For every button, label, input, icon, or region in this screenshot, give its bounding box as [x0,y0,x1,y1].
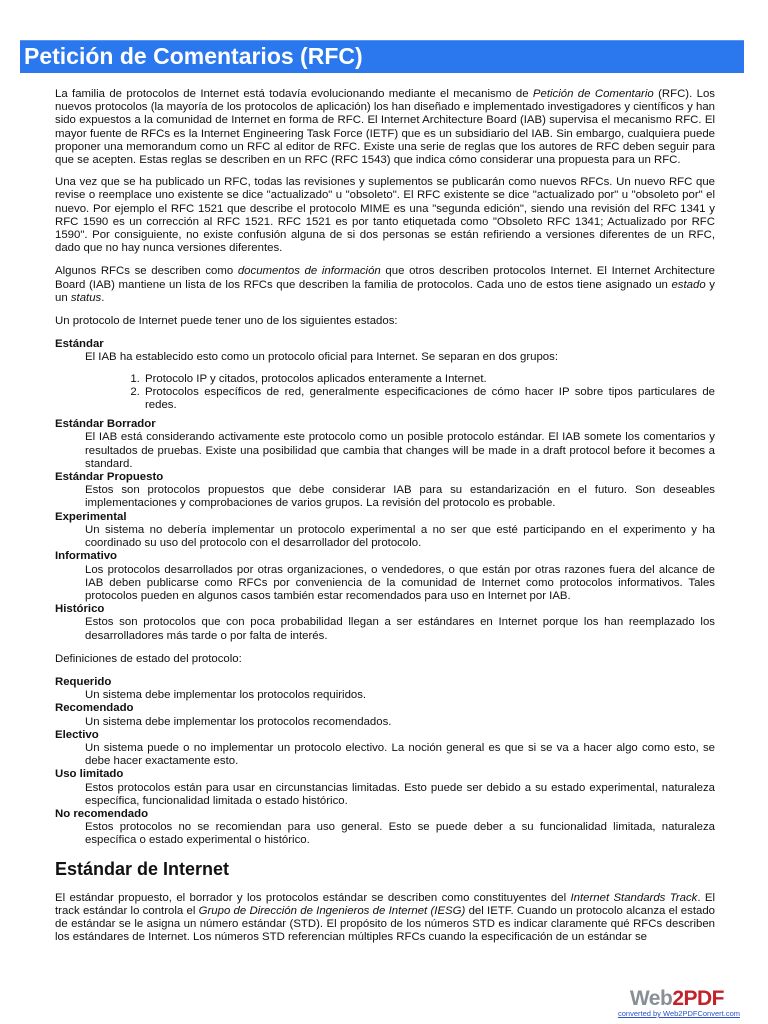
definition-term: Requerido [55,675,112,688]
emphasis-text: status [70,291,102,304]
protocol-states-list [55,338,715,642]
emphasis-text: Petición de Comentario [532,88,654,100]
definition-term: Electivo [55,728,99,741]
document-body [55,88,715,954]
definition-desc: Estos protocolos no se recomiendan para uso general. Esto se puede deber a su funcionalidad limitada, naturaleza específica o estado experimental o histórico. [85,821,715,847]
definition-term: Uso limitado [55,768,124,781]
emphasis-text: estado [671,278,706,291]
logo-text-web: Web [629,987,673,1010]
title-bar [20,40,744,73]
list-item: 2. Protocolos específicos de red, generalmente especificaciones de cómo hacer IP sobre tipos particulares de redes. [143,386,715,412]
definition-desc: Un sistema debe implementar los protocolos recomendados. [85,715,392,728]
emphasis-text: Internet Standards Track [570,891,698,904]
definition-desc: Estos protocolos están para usar en circunstancias limitadas. Esto puede ser debido a su estado experimental, naturaleza específica, funcionalidad limitada o estado histórico. [85,781,715,807]
state-desc: Estos son protocolos que con poca probabilidad llegan a ser estándares en Internet porque los han reemplazado los desarrolladores más tarde o por falta de interés. [85,616,715,642]
text-run: La familia de protocolos de Internet está todavía evolucionando mediante el mecanismo de [55,88,533,100]
web2pdf-logo [630,988,724,1010]
section-heading: Estándar de Internet [55,858,230,879]
text-run: . [101,291,105,304]
intro-paragraph-4: Un protocolo de Internet puede tener uno de los siguientes estados: [55,315,398,328]
state-term: Experimental [55,510,127,523]
converted-prefix: converted by [617,1009,664,1018]
intro-paragraph-2: Una vez que se ha publicado un RFC, todas las revisiones y suplementos se publicarán como nuevos RFCs. Un nuevo RFC que revise o reemplace uno existente se dice "actualizado" u "obsoleto". El RFC existente se dice "actualizado por" u "obsoleto por" el nuevo. Por ejemplo el RFC 1521 que describe el protocolo MIME es una "segunda edición", siendo una revisión del RFC 1341 y RFC 1590 es un corrección al RFC 1521. RFC 1521 es por tanto etiquetada como "Obsoleto RFC 1341; Actualizado por RFC 1590". Por consiguiente, no existe confusión alguna de si dos personas se están refiriendo a versiones diferentes de un RFC, dado que no hay nunca versiones diferentes. [55,176,715,255]
state-term: Histórico [55,603,105,616]
text-run: del IETF. Cuando un protocolo alcanza el estado de estándar se le asigna un número estándar (STD). El propósito de los números STD es indicar claramente qué RFCs describen los estándares de Internet. Los números STD referencian múltiples RFCs cuando la especificación de un estándar se [55,904,715,944]
standard-groups-list [85,373,715,413]
text-run: (RFC). Los nuevos protocolos (la mayoría de los protocolos de aplicación) los han diseñado e implementado investigadores y científicos y han sido expuestos a la comunidad de Internet en forma de RFC. El Internet Architecture Board (IAB) supervisa el mecanismo RFC. El mayor fuente de RFCs es la Internet Engineering Task Force (IETF) que es un subsidiario del IAB. Sin embargo, cualquiera puede proponer una memorandum como un RFC al editor de RFC. Existe una serie de reglas que los autores de RFC deben seguir para que se acepten. Estas reglas se describen en un RFC (RFC 1543) que indica cómo considerar una propuesta para un RFC. [55,88,715,167]
state-term: Informativo [55,550,118,563]
definition-term: Recomendado [55,702,134,715]
state-desc-text: El IAB ha establecido esto como un protocolo oficial para Internet. Se separan en dos grupos: [85,351,559,364]
intro-paragraph-3 [55,265,715,305]
definition-term: No recomendado [55,807,149,820]
state-term: Estándar [55,338,104,351]
emphasis-text: Grupo de Dirección de Ingenieros de Internet (IESG) [198,904,466,917]
definition-desc: Un sistema puede o no implementar un protocolo electivo. La noción general es que si se va a hacer algo como esto, se debe hacer exactamente esto. [85,741,715,768]
status-definitions-list [55,676,715,848]
state-term: Estándar Propuesto [55,471,164,484]
emphasis-text: documentos de información [237,265,381,278]
state-desc [85,351,715,412]
text-run: El estándar propuesto, el borrador y los protocolos estándar se describen como constituyentes del [55,891,571,904]
logo-text-2pdf: 2PDF [672,987,724,1010]
state-desc: Los protocolos desarrollados por otras organizaciones, o vendedores, o que están por otras razones fuera del alcance de IAB deben publicarse como RFCs por conveniencia de la comunidad de Internet como protocolos informativos. Tales protocolos pueden en algunos casos también estar recomendados para uso en Internet por IAB. [85,563,715,602]
page-title: Petición de Comentarios (RFC) [24,43,363,69]
definitions-intro: Definiciones de estado del protocolo: [55,652,242,665]
text-run: Algunos RFCs se describen como [55,265,238,278]
list-item: 1. Protocolo IP y citados, protocolos aplicados enteramente a Internet. [143,373,715,386]
state-desc: El IAB está considerando activamente este protocolo como un posible protocolo estándar. El IAB somete los comentarios y resultados de pruebas. Existe una posibilidad que cambia that changes will be made in a draft protocol before it becomes a standard. [85,431,715,470]
converted-link-text: Web2PDFConvert.com [663,1009,740,1018]
definition-desc: Un sistema debe implementar los protocolos requiridos. [85,689,367,702]
text-run: y un [55,278,715,304]
intro-paragraph-1 [55,88,715,167]
state-term: Estándar Borrador [55,418,156,431]
text-run: que otros describen protocolos Internet. El Internet Architecture Board (IAB) mantiene un lista de los RFCs que describen la familia de protocolos. Cada uno de estos tiene asignado un [55,265,715,291]
state-desc: Un sistema no debería implementar un protocolo experimental a no ser que esté participando en el experimento y ha coordinado su uso del protocolo con el desarrollador del protocolo. [85,523,715,550]
section-paragraph [55,892,715,945]
text-run: . El track estándar lo controla el [55,891,715,917]
state-desc: Estos son protocolos propuestos que debe considerar IAB para su estandarización en el futuro. Son deseables implementaciones y comprobaciones de varios grupos. La revisión del protocolo es probable. [85,484,715,510]
converted-by-link[interactable] [618,1009,740,1018]
